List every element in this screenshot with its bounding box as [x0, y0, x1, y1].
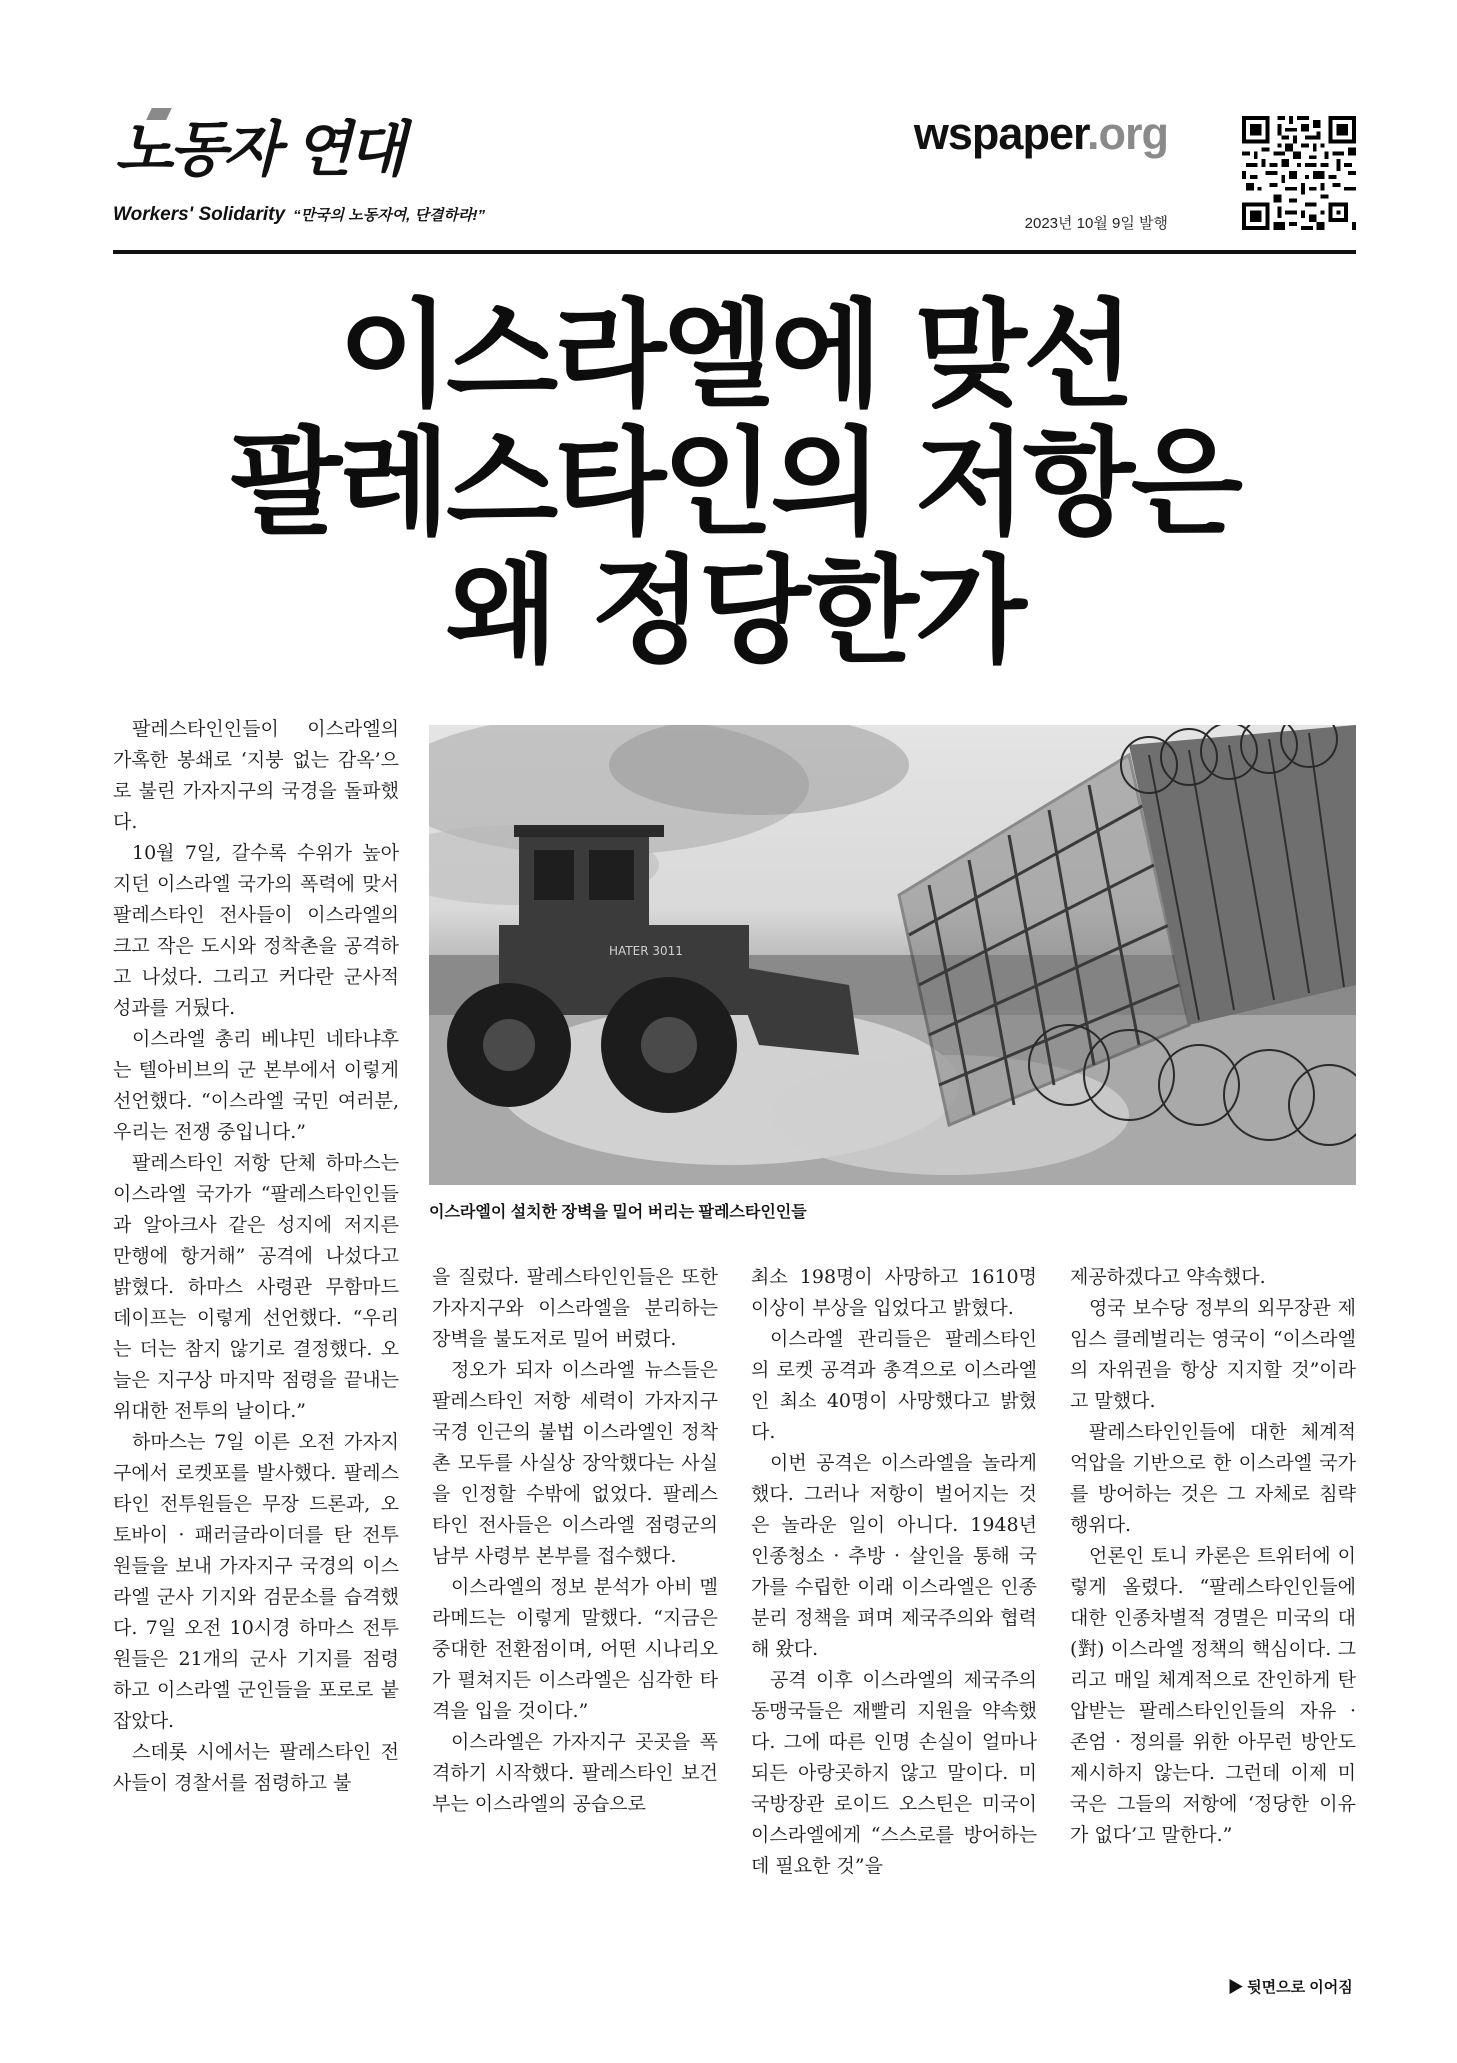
- paragraph: 하마스는 7일 이른 오전 가자지구에서 로켓포를 발사했다. 팔레스타인 전투원들은 무장 드론과, 오토바이 · 패러글라이더를 탄 전투원들을 보내 가자지구 국경의 이스라엘 군사 기지와 검문소를 습격했다. 7일 오전 10시경 하마스 전투원들은 21개의 군사 기지를 점령하고 이스라엘 군인들을 포로로 붙잡았다.: [113, 1431, 399, 1732]
- news-photo: [429, 725, 1356, 1185]
- paragraph: 을 질렀다. 팔레스타인인들은 또한 가자지구와 이스라엘을 분리하는 장벽을 불도저로 밀어 버렸다.: [432, 1266, 718, 1350]
- paragraph: 팔레스타인 저항 단체 하마스는 이스라엘 국가가 “팔레스타인인들과 알아크사 같은 성지에 저지른 만행에 항거해” 공격에 나섰다고 밝혔다. 하마스 사령관 무함마드 데이프는 이렇게 선언했다. “우리는 더는 참지 않기로 결정했다. 오늘은 지구상 마지막 점령을 끝내는 위대한 전투의 날이다.”: [113, 1152, 399, 1422]
- headline-line-1: 이스라엘에 맞선: [338, 288, 1131, 423]
- site-url[interactable]: [914, 108, 1168, 160]
- paragraph: 스데롯 시에서는 팔레스타인 전사들이 경찰서를 점령하고 불: [113, 1741, 399, 1794]
- paragraph: 공격 이후 이스라엘의 제국주의 동맹국들은 재빨리 지원을 약속했다. 그에 따른 인명 손실이 얼마나 되든 아랑곳하지 않고 말이다. 미 국방장관 로이드 오스틴은 미국이 이스라엘에게 “스스로를 방어하는 데 필요한 것”을: [751, 1669, 1037, 1877]
- article-column-3: [751, 1262, 1037, 1882]
- qr-code-icon: [1242, 116, 1356, 230]
- vehicle-plate-text: HATER 3011: [609, 944, 683, 958]
- paragraph: 언론인 토니 카론은 트위터에 이렇게 올렸다. “팔레스타인인들에 대한 인종차별적 경멸은 미국의 대(對) 이스라엘 정책의 핵심이다. 그리고 매일 체계적으로 잔인하게 탄압받는 팔레스타인인들의 자유 · 존엄 · 정의를 위한 아무런 방안도 제시하지 않는다. 그런데 이제 미국은 그들의 저항에 ‘정당한 이유가 없다’고 말한다.”: [1070, 1545, 1356, 1846]
- paragraph: 이스라엘은 가자지구 곳곳을 폭격하기 시작했다. 팔레스타인 보건부는 이스라엘의 공습으로: [432, 1731, 718, 1815]
- article-column-2: [432, 1262, 718, 1820]
- paragraph: 이스라엘의 정보 분석가 아비 멜라메드는 이렇게 말했다. “지금은 중대한 전환점이며, 어떤 시나리오가 펼쳐지든 이스라엘은 심각한 타격을 입을 것이다.”: [432, 1576, 718, 1722]
- masthead-rule: [113, 250, 1356, 254]
- paragraph: 최소 198명이 사망하고 1610명 이상이 부상을 입었다고 밝혔다.: [751, 1266, 1037, 1319]
- continued-on-back-link[interactable]: ▶ 뒷면으로 이어짐: [1228, 1979, 1353, 1996]
- site-name: wspaper: [913, 108, 1087, 159]
- paragraph: 정오가 되자 이스라엘 뉴스들은 팔레스타인 저항 세력이 가자지구 국경 인근의 불법 이스라엘인 정착촌 모두를 사실상 장악했다는 사실을 인정할 수밖에 없었다. 팔레스타인 전사들은 이스라엘 점령군의 남부 사령부 본부를 접수했다.: [432, 1359, 718, 1567]
- paragraph: 팔레스타인인들에 대한 체계적 억압을 기반으로 한 이스라엘 국가를 방어하는 것은 그 자체로 침략 행위다.: [1070, 1421, 1356, 1536]
- tagline-korean: “만국의 노동자여, 단결하라!”: [293, 207, 485, 224]
- tagline: [113, 204, 485, 226]
- logo: 노동자 연대: [115, 115, 402, 185]
- paragraph: 이스라엘 관리들은 팔레스타인의 로켓 공격과 총격으로 이스라엘인 최소 40명이 사망했다고 밝혔다.: [751, 1328, 1037, 1443]
- paragraph: 이스라엘 총리 베냐민 네타냐후는 텔아비브의 군 본부에서 이렇게 선언했다. “이스라엘 국민 여러분, 우리는 전쟁 중입니다.”: [113, 1028, 399, 1143]
- headline-line-3: 왜 정당한가: [446, 544, 1023, 679]
- article-column-1: [113, 714, 399, 1799]
- paragraph: 영국 보수당 정부의 외무장관 제임스 클레벌리는 영국이 “이스라엘의 자위권을 항상 지지할 것”이라고 말했다.: [1070, 1297, 1356, 1412]
- paragraph: 팔레스타인인들이 이스라엘의 가혹한 봉쇄로 ‘지붕 없는 감옥’으로 불린 가자지구의 국경을 돌파했다.: [113, 718, 399, 833]
- paragraph: 이번 공격은 이스라엘을 놀라게 했다. 그러나 저항이 벌어지는 것은 놀라운 일이 아니다. 1948년 인종청소 · 추방 · 살인을 통해 국가를 수립한 이래 이스라엘은 인종 분리 정책을 펴며 제국주의와 협력해 왔다.: [751, 1452, 1037, 1660]
- paragraph: 제공하겠다고 약속했다.: [1070, 1266, 1266, 1288]
- photo-caption: 이스라엘이 설치한 장벽을 밀어 버리는 팔레스타인인들: [429, 1204, 807, 1221]
- headline-line-2: 팔레스타인의 저항은: [230, 416, 1239, 551]
- headline: [113, 288, 1356, 679]
- masthead: [113, 108, 1356, 248]
- tagline-english: Workers' Solidarity: [113, 204, 286, 225]
- site-tld: .org: [1087, 108, 1168, 159]
- issue-date: 2023년 10월 9일 발행: [1024, 215, 1168, 232]
- article-column-4: [1070, 1262, 1356, 1851]
- paragraph: 10월 7일, 갈수록 수위가 높아지던 이스라엘 국가의 폭력에 맞서 팔레스타인 전사들이 이스라엘의 크고 작은 도시와 정착촌을 공격하고 나섰다. 그리고 커다란 군사적 성과를 거뒀다.: [113, 842, 399, 1019]
